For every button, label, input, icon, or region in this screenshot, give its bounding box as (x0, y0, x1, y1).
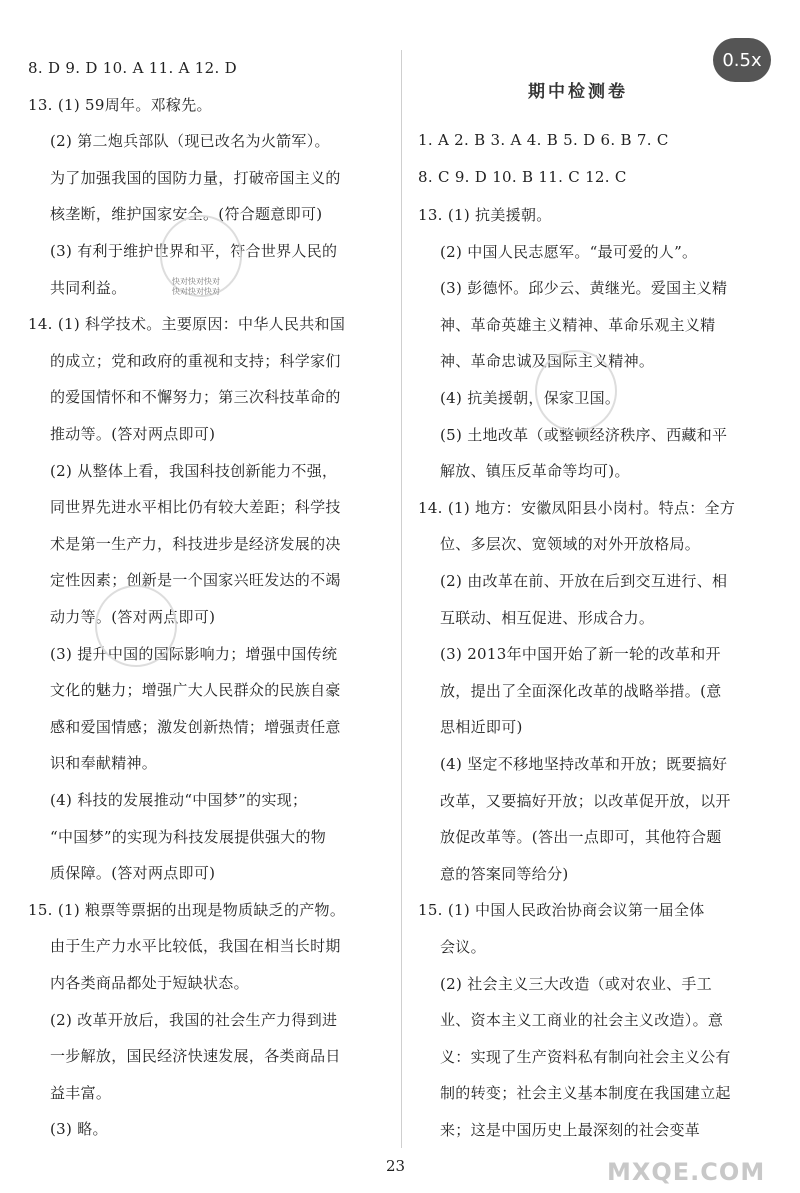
text-line: (3) 有利于维护世界和平，符合世界人民的 (50, 242, 338, 260)
stamp-caption: 快对快对快对 快对快对快对 (172, 277, 220, 296)
text-line: 制的转变；社会主义基本制度在我国建立起 (440, 1084, 731, 1103)
text-line: 来；这是中国历史上最深刻的社会变革 (440, 1121, 701, 1139)
stamp-mark (95, 585, 177, 667)
text-line: 的成立；党和政府的重视和支持；科学家们 (50, 351, 341, 370)
text-line: 共同利益。 (50, 278, 127, 297)
text-line: (4) 科技的发展推动“中国梦”的实现； (50, 791, 308, 809)
text-line: (2) 改革开放后，我国的社会生产力得到进 (50, 1010, 338, 1029)
text-line: (3) 提升中国的国际影响力；增强中国传统 (50, 644, 338, 663)
text-line: 内各类商品都处于短缺状态。 (50, 974, 249, 992)
text-line: 的爱国情怀和不懈努力；第三次科技革命的 (50, 388, 341, 407)
text-line: 14. (1) 科学技术。主要原因：中华人民共和国 (28, 315, 346, 334)
text-line: 一步解放，国民经济快速发展，各类商品日 (50, 1047, 341, 1066)
page-number: 23 (386, 1157, 406, 1175)
text-line: (4) 坚定不移地坚持改革和开放；既要搞好 (440, 755, 728, 773)
text-line: 位、多层次、宽领域的对外开放格局。 (440, 535, 701, 554)
text-line: 1. A 2. B 3. A 4. B 5. D 6. B 7. C (418, 131, 669, 149)
text-line: 互联动、相互促进、形成合力。 (440, 608, 655, 627)
text-line: 解放、镇压反革命等均可)。 (440, 462, 630, 481)
text-line: 放，提出了全面深化改革的战略举措。(意 (440, 681, 722, 700)
text-line: 为了加强我国的国防力量，打破帝国主义的 (50, 168, 341, 187)
text-line: 会议。 (440, 938, 486, 956)
text-line: 义：实现了生产资料私有制向社会主义公有 (440, 1047, 731, 1066)
text-line: 神、革命忠诚及国际主义精神。 (440, 352, 655, 371)
text-line: 15. (1) 中国人民政治协商会议第一届全体 (418, 901, 705, 920)
text-line: 推动等。(答对两点即可) (50, 425, 216, 443)
text-line: 8. D 9. D 10. A 11. A 12. D (28, 59, 237, 77)
text-line: 感和爱国情感；激发创新热情；增强责任意 (50, 717, 341, 736)
text-line: (2) 社会主义三大改造（或对农业、手工 (440, 974, 713, 993)
text-line: 术是第一生产力，科技进步是经济发展的决 (50, 534, 341, 553)
text-line: 识和奉献精神。 (50, 754, 158, 773)
text-line: 思相近即可) (440, 718, 523, 737)
text-line: 核垄断，维护国家安全。(符合题意即可) (50, 205, 323, 224)
text-line: (2) 由改革在前、开放在后到交互进行、相 (440, 572, 728, 590)
exam-title: 期中检测卷 (528, 82, 628, 102)
text-line: (2) 从整体上看，我国科技创新能力不强， (50, 461, 338, 480)
text-line: (5) 土地改革（或整顿经济秩序、西藏和平 (440, 425, 728, 444)
text-line: (2) 中国人民志愿军。“最可爱的人”。 (440, 242, 698, 261)
text-line: (3) 2013年中国开始了新一轮的改革和开 (440, 645, 721, 664)
text-line: 同世界先进水平相比仍有较大差距；科学技 (50, 498, 341, 517)
stamp-mark (535, 350, 617, 432)
watermark-text: MXQE.COM (607, 1158, 766, 1186)
text-line: 动力等。(答对两点即可) (50, 608, 216, 626)
text-line: 意的答案同等给分) (440, 864, 569, 883)
text-line: 放促改革等。(答出一点即可，其他符合题 (440, 828, 722, 847)
text-line: (2) 第二炮兵部队（现已改名为火箭军）。 (50, 132, 330, 151)
text-line: 神、革命英雄主义精神、革命乐观主义精 (440, 315, 716, 334)
text-line: 13. (1) 59周年。邓稼先。 (28, 95, 212, 114)
text-line: 定性因素；创新是一个国家兴旺发达的不竭 (50, 571, 341, 590)
text-line: 14. (1) 地方：安徽凤阳县小岗村。特点：全方 (418, 498, 736, 517)
text-line: “中国梦”的实现为科技发展提供强大的物 (50, 827, 327, 846)
text-line: 8. C 9. D 10. B 11. C 12. C (418, 168, 627, 186)
column-divider (401, 50, 402, 1148)
text-line: 15. (1) 粮票等票据的出现是物质缺乏的产物。 (28, 900, 346, 919)
text-line: 质保障。(答对两点即可) (50, 864, 216, 883)
text-line: 文化的魅力；增强广大人民群众的民族自豪 (50, 681, 341, 700)
text-line: (3) 彭德怀。邱少云、黄继光。爱国主义精 (440, 279, 728, 298)
text-line: 13. (1) 抗美援朝。 (418, 206, 552, 224)
zoom-badge[interactable]: 0.5x (713, 38, 771, 82)
text-line: 由于生产力水平比较低，我国在相当长时期 (50, 937, 341, 956)
text-line: 改革，又要搞好开放；以改革促开放，以开 (440, 791, 731, 810)
text-line: 业、资本主义工商业的社会主义改造）。意 (440, 1011, 724, 1030)
text-line: (3) 略。 (50, 1120, 108, 1139)
text-line: (4) 抗美援朝，保家卫国。 (440, 389, 621, 407)
text-line: 益丰富。 (50, 1083, 112, 1102)
